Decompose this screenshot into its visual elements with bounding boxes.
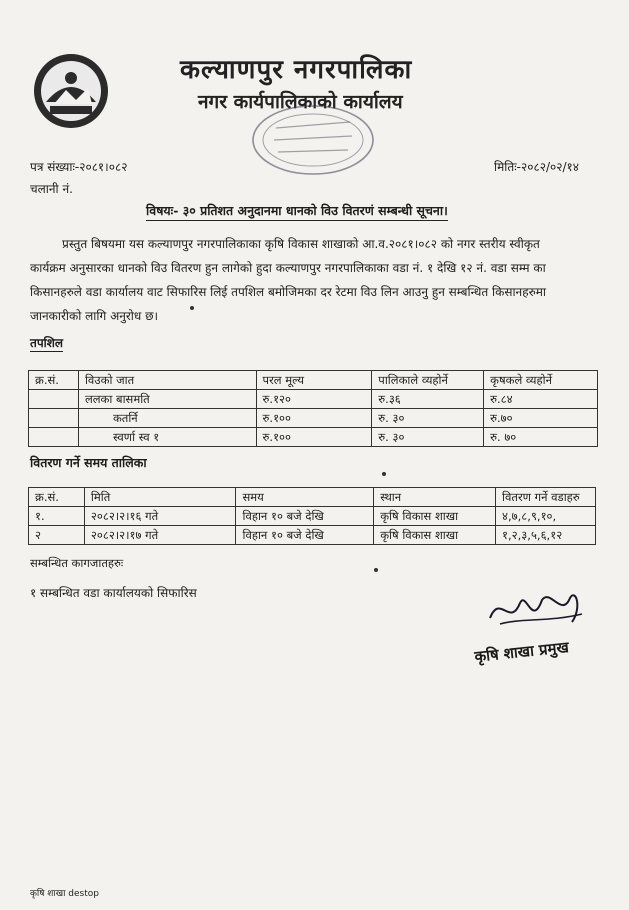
table-cell: १. xyxy=(29,507,85,526)
table-cell xyxy=(29,409,79,428)
table-header-cell: पालिकाले व्यहोर्ने xyxy=(372,371,484,390)
scan-speck xyxy=(190,306,194,310)
table-header-cell: विउको जात xyxy=(78,371,256,390)
table-cell: रु.१०० xyxy=(256,428,372,447)
table-header-row xyxy=(29,488,596,507)
body-line: कार्यक्रम अनुसारका धानको विउ वितरण हुन लागेको हुदा कल्याणपुर नगरपालिकाका वडा नं. १ देखि १२ नं. वडा सम्म का xyxy=(30,261,546,275)
table-cell: २०८२।२।१७ गते xyxy=(84,526,236,545)
table-cell: रु. ३० xyxy=(372,409,484,428)
scan-speck xyxy=(374,568,378,572)
letter-body xyxy=(30,232,595,328)
signature-and-stamp xyxy=(470,588,595,668)
table-cell: रु. ७० xyxy=(484,428,598,447)
table-cell: विहान १० बजे देखि xyxy=(236,526,374,545)
related-document-item: १ सम्बन्धित वडा कार्यालयको सिफारिस xyxy=(30,586,197,600)
letter-date: मितिः-२०८२/०२/१४ xyxy=(494,160,579,174)
table-cell: २०८२।२।१६ गते xyxy=(84,507,236,526)
office-stamp xyxy=(238,100,388,178)
seed-rates-table xyxy=(28,370,598,447)
table-row xyxy=(29,428,598,447)
schedule-heading: वितरण गर्ने समय तालिका xyxy=(30,455,147,470)
table-cell: १,२,३,५,६,१२ xyxy=(496,526,596,545)
table-header-cell: कृषकले व्यहोर्ने xyxy=(484,371,598,390)
table-row xyxy=(29,390,598,409)
table-cell: रु.३६ xyxy=(372,390,484,409)
table-header-cell: समय xyxy=(236,488,374,507)
scan-speck xyxy=(382,472,386,476)
table-cell: विहान १० बजे देखि xyxy=(236,507,374,526)
table-cell: रु.१०० xyxy=(256,409,372,428)
letter-reference-number: पत्र संख्याः-२०८१।०८२ xyxy=(30,160,128,174)
table-cell: रु.८४ xyxy=(484,390,598,409)
office-name: नगर कार्यपालिकाको कार्यालय xyxy=(198,91,403,113)
table-header-cell: क्र.सं. xyxy=(29,488,85,507)
table-header-cell: स्थान xyxy=(374,488,496,507)
org-name: कल्याणपुर नगरपालिका xyxy=(180,55,413,85)
related-documents-heading: सम्बन्धित कागजातहरुः xyxy=(30,556,124,570)
table-cell: रु.७० xyxy=(484,409,598,428)
body-line: प्रस्तुत बिषयमा यस कल्याणपुर नगरपालिकाका कृषि विकास शाखाको आ.व.२०८१।०८२ को नगर स्तरीय स्वीकृत xyxy=(62,237,540,251)
section-chief-stamp-text: कृषि शाखा प्रमुख xyxy=(473,638,570,666)
table-cell: कृषि विकास शाखा xyxy=(374,507,496,526)
table-cell: कतर्नि xyxy=(78,409,256,428)
table-cell: रु. ३० xyxy=(372,428,484,447)
table-row xyxy=(29,526,596,545)
table-cell xyxy=(29,390,79,409)
table-row xyxy=(29,507,596,526)
table-header-cell: क्र.सं. xyxy=(29,371,79,390)
municipality-emblem-icon xyxy=(32,52,110,130)
dispatch-number: चलानी नं. xyxy=(30,182,73,196)
table-cell: ४,७,८,९,१०, xyxy=(496,507,596,526)
table-cell: २ xyxy=(29,526,85,545)
table-header-cell: परल मूल्य xyxy=(256,371,372,390)
table-header-row xyxy=(29,371,598,390)
details-heading: तपशिल xyxy=(30,336,64,350)
table-cell: स्वर्णा स्व १ xyxy=(78,428,256,447)
footer-note: कृषि शाखा destop xyxy=(30,889,99,899)
distribution-schedule-table xyxy=(28,487,596,545)
table-header-cell: वितरण गर्ने वडाहरु xyxy=(496,488,596,507)
table-cell: ललका बासमति xyxy=(78,390,256,409)
table-cell xyxy=(29,428,79,447)
table-header-cell: मिति xyxy=(84,488,236,507)
table-cell: कृषि विकास शाखा xyxy=(374,526,496,545)
table-row xyxy=(29,409,598,428)
table-cell: रु.१२० xyxy=(256,390,372,409)
body-line: किसानहरुले वडा कार्यालय वाट सिफारिस लिई तपशिल बमोजिमका दर रेटमा विउ लिन आउनु हुन सम्बन्धित किसानहरुमा xyxy=(30,285,547,299)
body-line: जानकारीको लागि अनुरोध छ। xyxy=(30,309,159,323)
letter-subject: विषयः- ३० प्रतिशत अनुदानमा धानको विउ वितरणं सम्बन्धी सूचना। xyxy=(146,202,448,221)
